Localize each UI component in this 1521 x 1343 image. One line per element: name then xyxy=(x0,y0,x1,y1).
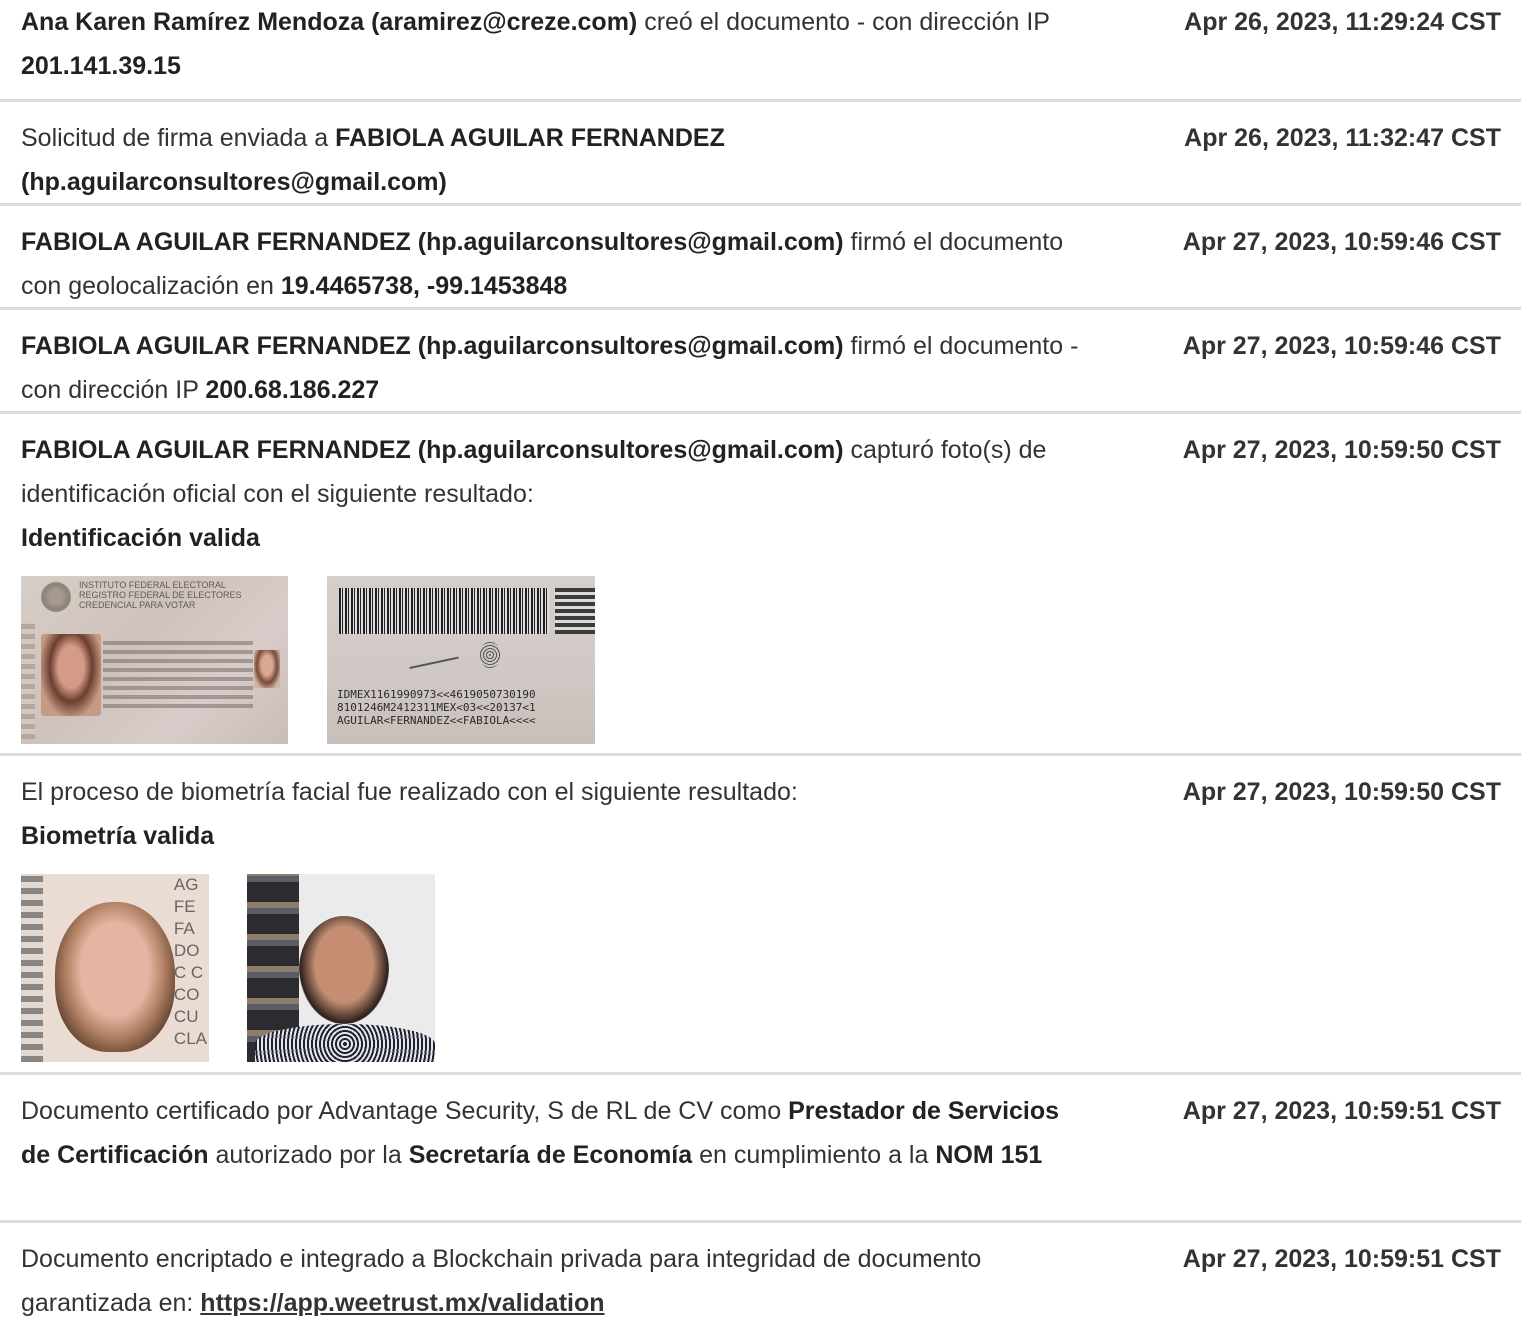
event-timestamp: Apr 27, 2023, 10:59:51 CST xyxy=(1182,1245,1501,1273)
selfie-image xyxy=(247,874,435,1062)
event-row xyxy=(0,1075,1521,1223)
id-back-image xyxy=(327,576,595,744)
shirt xyxy=(255,1024,435,1062)
event-timestamp: Apr 27, 2023, 10:59:51 CST xyxy=(1182,1097,1501,1125)
event-text-part: Documento encriptado e integrado a Blockchain privada para integridad de documento garantizada en: xyxy=(21,1245,982,1317)
id-back-mrz xyxy=(337,688,536,727)
event-text-bold: FABIOLA AGUILAR FERNANDEZ (hp.aguilarconsultores@gmail.com) xyxy=(21,436,844,464)
event-row xyxy=(0,756,1521,1075)
event-text-bold: Identificación valida xyxy=(21,524,260,552)
event-text xyxy=(21,0,1081,88)
event-row xyxy=(0,0,1521,102)
event-timestamp: Apr 27, 2023, 10:59:46 CST xyxy=(1182,228,1501,256)
event-text-bold: 200.68.186.227 xyxy=(205,376,380,404)
event-text-part: Solicitud de firma enviada a xyxy=(21,124,336,152)
validation-link[interactable]: https://app.weetrust.mx/validation xyxy=(200,1289,605,1317)
event-text-bold: Prestador de Servicios de Certificación xyxy=(21,1097,1060,1169)
face-crop-text-line: AG xyxy=(173,875,199,894)
face-crop-text xyxy=(174,874,207,1050)
id-front-image xyxy=(21,576,288,744)
face-crop-text-line: FA xyxy=(173,919,195,938)
event-text-bold: FABIOLA AGUILAR FERNANDEZ (hp.aguilarconsultores@gmail.com) xyxy=(21,332,844,360)
id-front-border xyxy=(21,621,35,739)
event-timestamp: Apr 26, 2023, 11:29:24 CST xyxy=(1184,8,1501,36)
mrz-line: AGUILAR<FERNANDEZ<<FABIOLA<<<< xyxy=(337,714,536,727)
event-row xyxy=(0,310,1521,414)
event-text-part: firmó el documento con geolocalización en xyxy=(21,228,1064,300)
id-pattern xyxy=(21,874,43,1062)
event-text-part: autorizado por la xyxy=(208,1141,409,1169)
seal-icon xyxy=(41,582,71,612)
qr-code xyxy=(555,588,595,634)
event-timestamp: Apr 27, 2023, 10:59:50 CST xyxy=(1182,778,1501,806)
event-text-bold: FABIOLA AGUILAR FERNANDEZ (hp.aguilarconsultores@gmail.com) xyxy=(21,228,844,256)
face xyxy=(299,916,389,1024)
event-row xyxy=(0,102,1521,206)
event-row xyxy=(0,1223,1521,1343)
id-front-ghost-photo xyxy=(254,650,280,688)
event-text-part: en cumplimiento a la xyxy=(692,1141,936,1169)
mrz-line: 8101246M2412311MEX<03<<20137<1 xyxy=(337,701,536,714)
event-text xyxy=(21,220,1081,308)
event-text-bold: Ana Karen Ramírez Mendoza (aramirez@creze.com) xyxy=(21,8,638,36)
event-text-bold: FABIOLA AGUILAR FERNANDEZ (hp.aguilarconsultores@gmail.com) xyxy=(21,124,725,196)
event-text-bold: 19.4465738, -99.1453848 xyxy=(280,272,568,300)
event-text xyxy=(21,116,1081,204)
signature xyxy=(405,637,458,669)
id-front-photo xyxy=(41,634,101,716)
event-row xyxy=(0,206,1521,310)
event-text-bold: NOM 151 xyxy=(935,1141,1043,1169)
id-front-header-line: CREDENCIAL PARA VOTAR xyxy=(79,600,196,610)
event-text xyxy=(21,1089,1081,1177)
id-front-header-line: INSTITUTO FEDERAL ELECTORAL xyxy=(79,580,226,590)
face-crop-image xyxy=(21,874,209,1062)
thumbprint xyxy=(479,642,501,668)
face-crop-text-line: C C xyxy=(173,963,204,982)
face-crop-text-line: CO xyxy=(173,985,200,1004)
event-timestamp: Apr 27, 2023, 10:59:46 CST xyxy=(1182,332,1501,360)
id-front-fields xyxy=(103,636,253,713)
event-text xyxy=(21,770,1081,858)
id-front-header xyxy=(79,580,242,610)
event-text-bold: Secretaría de Economía xyxy=(408,1141,693,1169)
event-text-bold: Biometría valida xyxy=(21,822,215,850)
id-images xyxy=(21,576,1521,744)
face-crop-text-line: FE xyxy=(173,897,196,916)
event-text-part: firmó el documento - con dirección IP xyxy=(21,332,1079,404)
face-crop-text-line: CLA xyxy=(173,1029,207,1048)
event-text-part: Documento certificado por Advantage Security, S de RL de CV como xyxy=(21,1097,789,1125)
event-text xyxy=(21,324,1081,412)
barcode xyxy=(339,588,549,634)
mrz-line: IDMEX1161990973<<4619050730190 xyxy=(337,688,536,701)
id-front-header-line: REGISTRO FEDERAL DE ELECTORES xyxy=(79,590,242,600)
event-text-part: capturó foto(s) de identificación oficial con el siguiente resultado: xyxy=(21,436,1047,508)
face xyxy=(55,902,175,1052)
event-text-part: creó el documento - con dirección IP xyxy=(637,8,1050,36)
face-crop-text-line: CU xyxy=(173,1007,199,1026)
event-timestamp: Apr 26, 2023, 11:32:47 CST xyxy=(1184,124,1501,152)
face-crop-text-line: DO xyxy=(173,941,200,960)
event-text-bold: 201.141.39.15 xyxy=(21,52,181,80)
event-text xyxy=(21,428,1081,560)
event-row xyxy=(0,414,1521,756)
event-text-part: El proceso de biometría facial fue realizado con el siguiente resultado: xyxy=(21,778,798,806)
biometric-images xyxy=(21,874,1521,1062)
event-timestamp: Apr 27, 2023, 10:59:50 CST xyxy=(1182,436,1501,464)
